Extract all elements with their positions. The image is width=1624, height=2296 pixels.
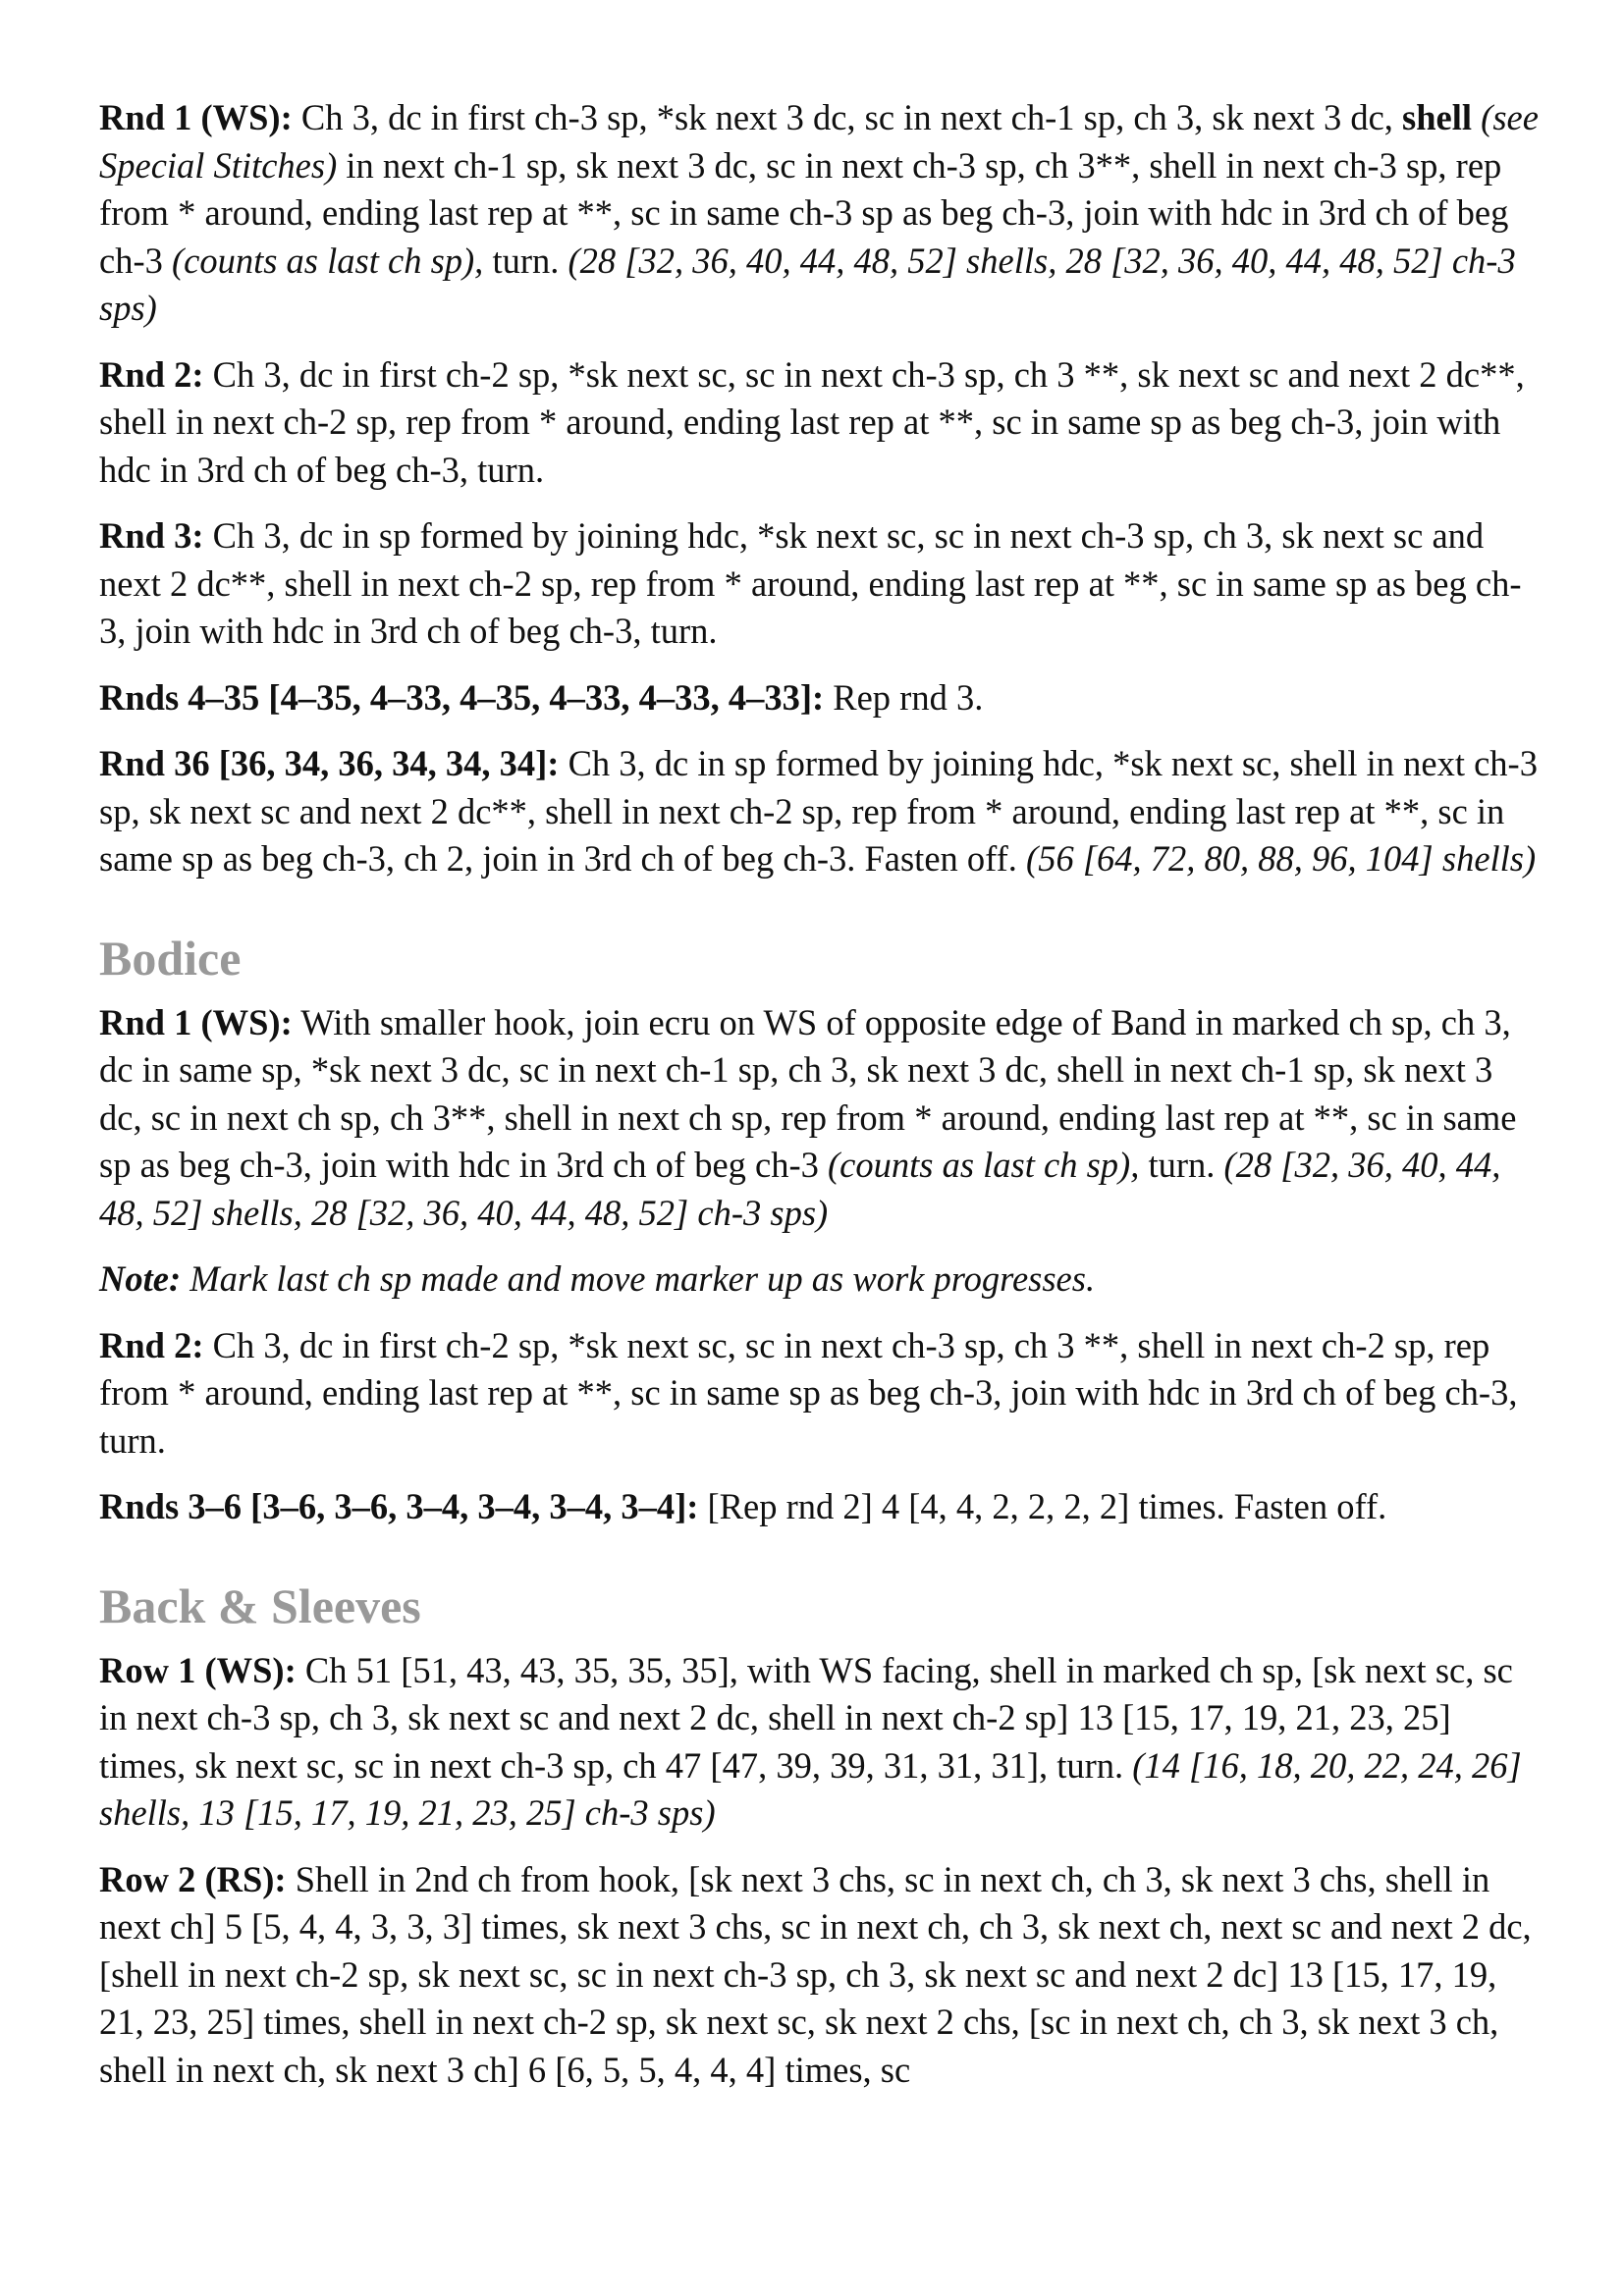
rnd-36-stitch-count: (56 [64, 72, 80, 88, 96, 104] shells) [1026, 838, 1537, 879]
rnds-4-35-text: Rep rnd 3. [824, 676, 984, 718]
bodice-rnd-1-label: Rnd 1 (WS): [99, 1001, 293, 1042]
back-row-1-label: Row 1 (WS): [99, 1649, 297, 1690]
back-row-1-instruction [99, 1647, 1543, 1838]
bodice-rnds-3-6-instruction [99, 1483, 1543, 1531]
shell-term: shell [1402, 97, 1473, 137]
back-row-1-stitch-count: (14 [16, 18, 20, 22, 24, 26] shells, 13 [15, 17, 19, 21, 23, 25] ch-3 sps) [99, 1744, 1522, 1833]
rnds-4-35-instruction [99, 674, 1543, 722]
bodice-rnd-1-instruction [99, 999, 1543, 1238]
rnd-3-text: Ch 3, dc in sp formed by joining hdc, *sk next sc, sc in next ch-3 sp, ch 3, sk next sc and next 2 dc**, shell in next ch-2 sp, rep from * around, ending last rep at **, sc in same sp as beg ch-3, join with hdc in 3rd ch of beg ch-3, turn. [99, 515, 1522, 651]
rnd-1-text-c: turn. [483, 240, 568, 281]
bodice-rnd-1-stitch-count: (28 [32, 36, 40, 44, 48, 52] shells, 28 [32, 36, 40, 44, 48, 52] ch-3 sps) [99, 1145, 1501, 1233]
bodice-rnds-3-6-label: Rnds 3–6 [3–6, 3–6, 3–4, 3–4, 3–4, 3–4]: [99, 1486, 699, 1526]
rnd-3-label: Rnd 3: [99, 515, 204, 556]
rnd-1-text-b: in next ch-1 sp, sk next 3 dc, sc in next ch-3 sp, ch 3**, shell in next ch-3 sp, rep from * around, ending last rep at **, sc in same ch-3 sp as beg ch-3, join with hdc in 3rd ch of beg ch-3 [99, 144, 1509, 281]
back-row-2-label: Row 2 (RS): [99, 1858, 287, 1899]
bodice-rnds-3-6-text: [Rep rnd 2] 4 [4, 4, 2, 2, 2, 2] times. Fasten off. [698, 1486, 1387, 1526]
back-row-1-text: Ch 51 [51, 43, 43, 35, 35, 35], with WS facing, shell in marked ch sp, [sk next sc, sc in next ch-3 sp, ch 3, sk next sc and next 2 dc, shell in next ch-2 sp] 13 [15, 17, 19, 21, 23, 25] times, sk next sc, sc in next ch-3 sp, ch 47 [47, 39, 39, 31, 31, 31], turn. [99, 1649, 1513, 1786]
rnd-36-text: Ch 3, dc in sp formed by joining hdc, *sk next sc, shell in next ch-3 sp, sk next sc and next 2 dc**, shell in next ch-2 sp, rep from * around, ending last rep at **, sc in same sp as beg ch-3, ch 2, join in 3rd ch of beg ch-3. Fasten off. [99, 743, 1538, 879]
rnd-2-text: Ch 3, dc in first ch-2 sp, *sk next sc, sc in next ch-3 sp, ch 3 **, sk next sc and next 2 dc**, shell in next ch-2 sp, rep from * around, ending last rep at **, sc in same sp as beg ch-3, join with hdc in 3rd ch of beg ch-3, turn. [99, 353, 1525, 490]
rnd-2-label: Rnd 2: [99, 353, 204, 395]
note-label: Note: [99, 1258, 182, 1299]
rnds-4-35-label: Rnds 4–35 [4–35, 4–33, 4–35, 4–33, 4–33, 4–33]: [99, 676, 825, 718]
rnd-1-stitch-count: (28 [32, 36, 40, 44, 48, 52] shells, 28 [32, 36, 40, 44, 48, 52] ch-3 sps) [99, 240, 1516, 328]
bodice-heading: Bodice [99, 930, 242, 986]
rnd-1-counts-note: (counts as last ch sp), [171, 240, 484, 281]
rnd-2-instruction [99, 351, 1543, 495]
rnd-3-instruction [99, 512, 1543, 656]
bodice-rnd-1-text-b: turn. [1139, 1145, 1224, 1185]
back-row-2-text: Shell in 2nd ch from hook, [sk next 3 chs, sc in next ch, ch 3, sk next 3 chs, shell in next ch] 5 [5, 4, 4, 3, 3, 3] times, sk next 3 chs, sc in next ch, ch 3, sk next ch, next sc and next 2 dc, [shell in next ch-2 sp, sk next sc, sc in next ch-3 sp, ch 3, sk next sc and next 2 dc] 13 [15, 17, 19, 21, 23, 25] times, shell in next ch-2 sp, sk next sc, sk next 2 chs, [sc in next ch, ch 3, sk next 3 ch, shell in next ch, sk next 3 ch] 6 [6, 5, 5, 4, 4, 4] times, sc [99, 1858, 1532, 2090]
rnd-1-instruction [99, 94, 1543, 333]
bodice-rnd-2-text: Ch 3, dc in first ch-2 sp, *sk next sc, sc in next ch-3 sp, ch 3 **, shell in next ch-2 sp, rep from * around, ending last rep at **, sc in same sp as beg ch-3, join with hdc in 3rd ch of beg ch-3, turn. [99, 1324, 1518, 1461]
bodice-rnd-2-label: Rnd 2: [99, 1324, 204, 1365]
document-page [99, 94, 1543, 2112]
rnd-1-label: Rnd 1 (WS): [99, 97, 293, 137]
rnd-1-text-a: Ch 3, dc in first ch-3 sp, *sk next 3 dc, sc in next ch-1 sp, ch 3, sk next 3 dc, [292, 97, 1403, 137]
bodice-rnd-1-text-a: With smaller hook, join ecru on WS of opposite edge of Band in marked ch sp, ch 3, dc in same sp, *sk next 3 dc, sc in next ch-1 sp, ch 3, sk next 3 dc, shell in next ch-1 sp, sk next 3 dc, sc in next ch sp, ch 3**, shell in next ch sp, rep from * around, ending last rep at **, sc in same sp as beg ch-3, join with hdc in 3rd ch of beg ch-3 [99, 1001, 1517, 1185]
rnd-36-label: Rnd 36 [36, 34, 36, 34, 34, 34]: [99, 743, 560, 783]
note-text: Mark last ch sp made and move marker up as work progresses. [181, 1258, 1096, 1299]
bodice-rnd-2-instruction [99, 1322, 1543, 1466]
back-sleeves-heading: Back & Sleeves [99, 1577, 421, 1633]
bodice-rnd-1-counts-note: (counts as last ch sp), [828, 1145, 1140, 1185]
bodice-note [99, 1255, 1543, 1304]
rnd-36-instruction [99, 740, 1543, 883]
back-row-2-instruction [99, 1856, 1543, 2095]
special-stitches-ref: (see Special Stitches) [99, 97, 1539, 186]
